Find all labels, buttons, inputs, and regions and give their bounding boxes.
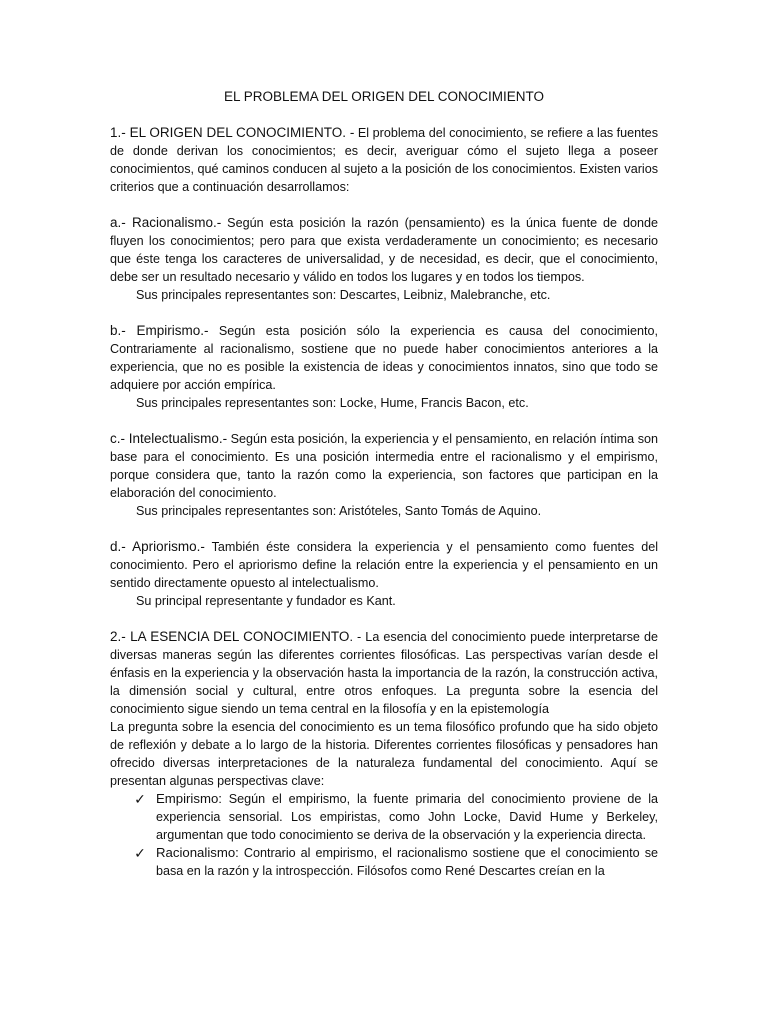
list-item-term: Racionalismo: xyxy=(156,845,239,860)
racionalismo-heading: a.- Racionalismo.- xyxy=(110,215,222,230)
apriorismo-text: También éste considera la experiencia y el pensamiento como fuentes del conocimiento. Pero el apriorismo define la relación entre la experiencia y el pensamiento en un sentido directamente opuesto al intelectualismo. xyxy=(110,540,658,590)
empirismo-heading: b.- Empirismo.- xyxy=(110,323,209,338)
document-body xyxy=(110,88,658,880)
spacer xyxy=(110,520,658,538)
list-item-text: Según el empirismo, la fuente primaria del conocimiento proviene de la experiencia sensorial. Los empiristas, como John Locke, David Hume y Berkeley, argumentan que todo conocimiento se deriva de la observación y la experiencia directa. xyxy=(156,792,658,842)
spacer xyxy=(110,196,658,214)
list-item xyxy=(110,844,658,880)
spacer xyxy=(110,610,658,628)
checkmark-icon: ✓ xyxy=(134,791,146,807)
racionalismo-text: Según esta posición la razón (pensamiento) es la única fuente de donde fluyen los conocimientos; pero para que exista verdaderamente un conocimiento; es necesario que éste tenga los caracteres de universalidad, y de necesidad, es decir, que el conocimiento, debe ser un resultado necesario y válido en todos los lugares y en todos los tiempos. xyxy=(110,216,658,284)
list-item-text: Contrario al empirismo, el racionalismo sostiene que el conocimiento se basa en la razón y la introspección. Filósofos como René Descartes creían en la xyxy=(156,846,658,878)
apriorismo-representatives: Su principal representante y fundador es Kant. xyxy=(136,594,396,608)
empirismo-text: Según esta posición sólo la experiencia es causa del conocimiento, Contrariamente al racionalismo, sostiene que no puede haber conocimientos anteriores a la experiencia, que no es posible la existencia de ideas y conocimientos innatos, sino que todo se adquiere por acción empírica. xyxy=(110,324,658,392)
section-2-heading: 2.- LA ESENCIA DEL CONOCIMIENTO xyxy=(110,629,350,644)
spacer xyxy=(110,304,658,322)
section-1-paragraph xyxy=(110,124,658,196)
intelectualismo-representatives: Sus principales representantes son: Aristóteles, Santo Tomás de Aquino. xyxy=(136,504,542,518)
section-2-paragraph-2: La pregunta sobre la esencia del conocimiento es un tema filosófico profundo que ha sido objeto de reflexión y debate a lo largo de la historia. Diferentes corrientes filosóficas y pensadores han ofrecido diversas interpretaciones de la naturaleza fundamental del conocimiento. Aquí se presentan algunas perspectivas clave: xyxy=(110,720,658,788)
section-1-heading: 1.- EL ORIGEN DEL CONOCIMIENTO. - xyxy=(110,125,355,140)
intelectualismo-heading: c.- Intelectualismo.- xyxy=(110,431,228,446)
list-item-term: Empirismo: xyxy=(156,791,222,806)
checkmark-icon: ✓ xyxy=(134,845,146,861)
apriorismo-heading: d.- Apriorismo.- xyxy=(110,539,205,554)
list-item xyxy=(110,790,658,844)
empirismo-paragraph xyxy=(110,322,658,394)
racionalismo-representatives: Sus principales representantes son: Descartes, Leibniz, Malebranche, etc. xyxy=(136,288,551,302)
spacer xyxy=(110,412,658,430)
empirismo-representatives: Sus principales representantes son: Locke, Hume, Francis Bacon, etc. xyxy=(136,396,529,410)
perspectives-list xyxy=(110,790,658,880)
apriorismo-paragraph xyxy=(110,538,658,592)
section-2-paragraph xyxy=(110,628,658,718)
section-2-text: . - La esencia del conocimiento puede interpretarse de diversas maneras según las diferentes corrientes filosóficas. Las perspectivas varían desde el énfasis en la experiencia y la observación hasta la importancia de la razón, la construcción activa, la dimensión social y cultural, entre otros enfoques. La pregunta sobre la esencia del conocimiento sigue siendo un tema central en la filosofía y en la epistemología xyxy=(110,630,659,716)
document-title: EL PROBLEMA DEL ORIGEN DEL CONOCIMIENTO xyxy=(223,89,545,104)
racionalismo-paragraph xyxy=(110,214,658,286)
intelectualismo-text: Según esta posición, la experiencia y el pensamiento, en relación íntima son base para el conocimiento. Es una posición intermedia entre el racionalismo y el empirismo, porque considera que, tanto la razón como la experiencia, son factores que participan en la elaboración del conocimiento. xyxy=(110,432,658,500)
section-1-text: El problema del conocimiento, se refiere a las fuentes de donde derivan los conocimientos; es decir, averiguar cómo el sujeto llega a poseer conocimientos, qué caminos conducen al sujeto a la posición de los conocimientos. Existen varios criterios que a continuación desarrollamos: xyxy=(110,126,658,194)
intelectualismo-paragraph xyxy=(110,430,658,502)
